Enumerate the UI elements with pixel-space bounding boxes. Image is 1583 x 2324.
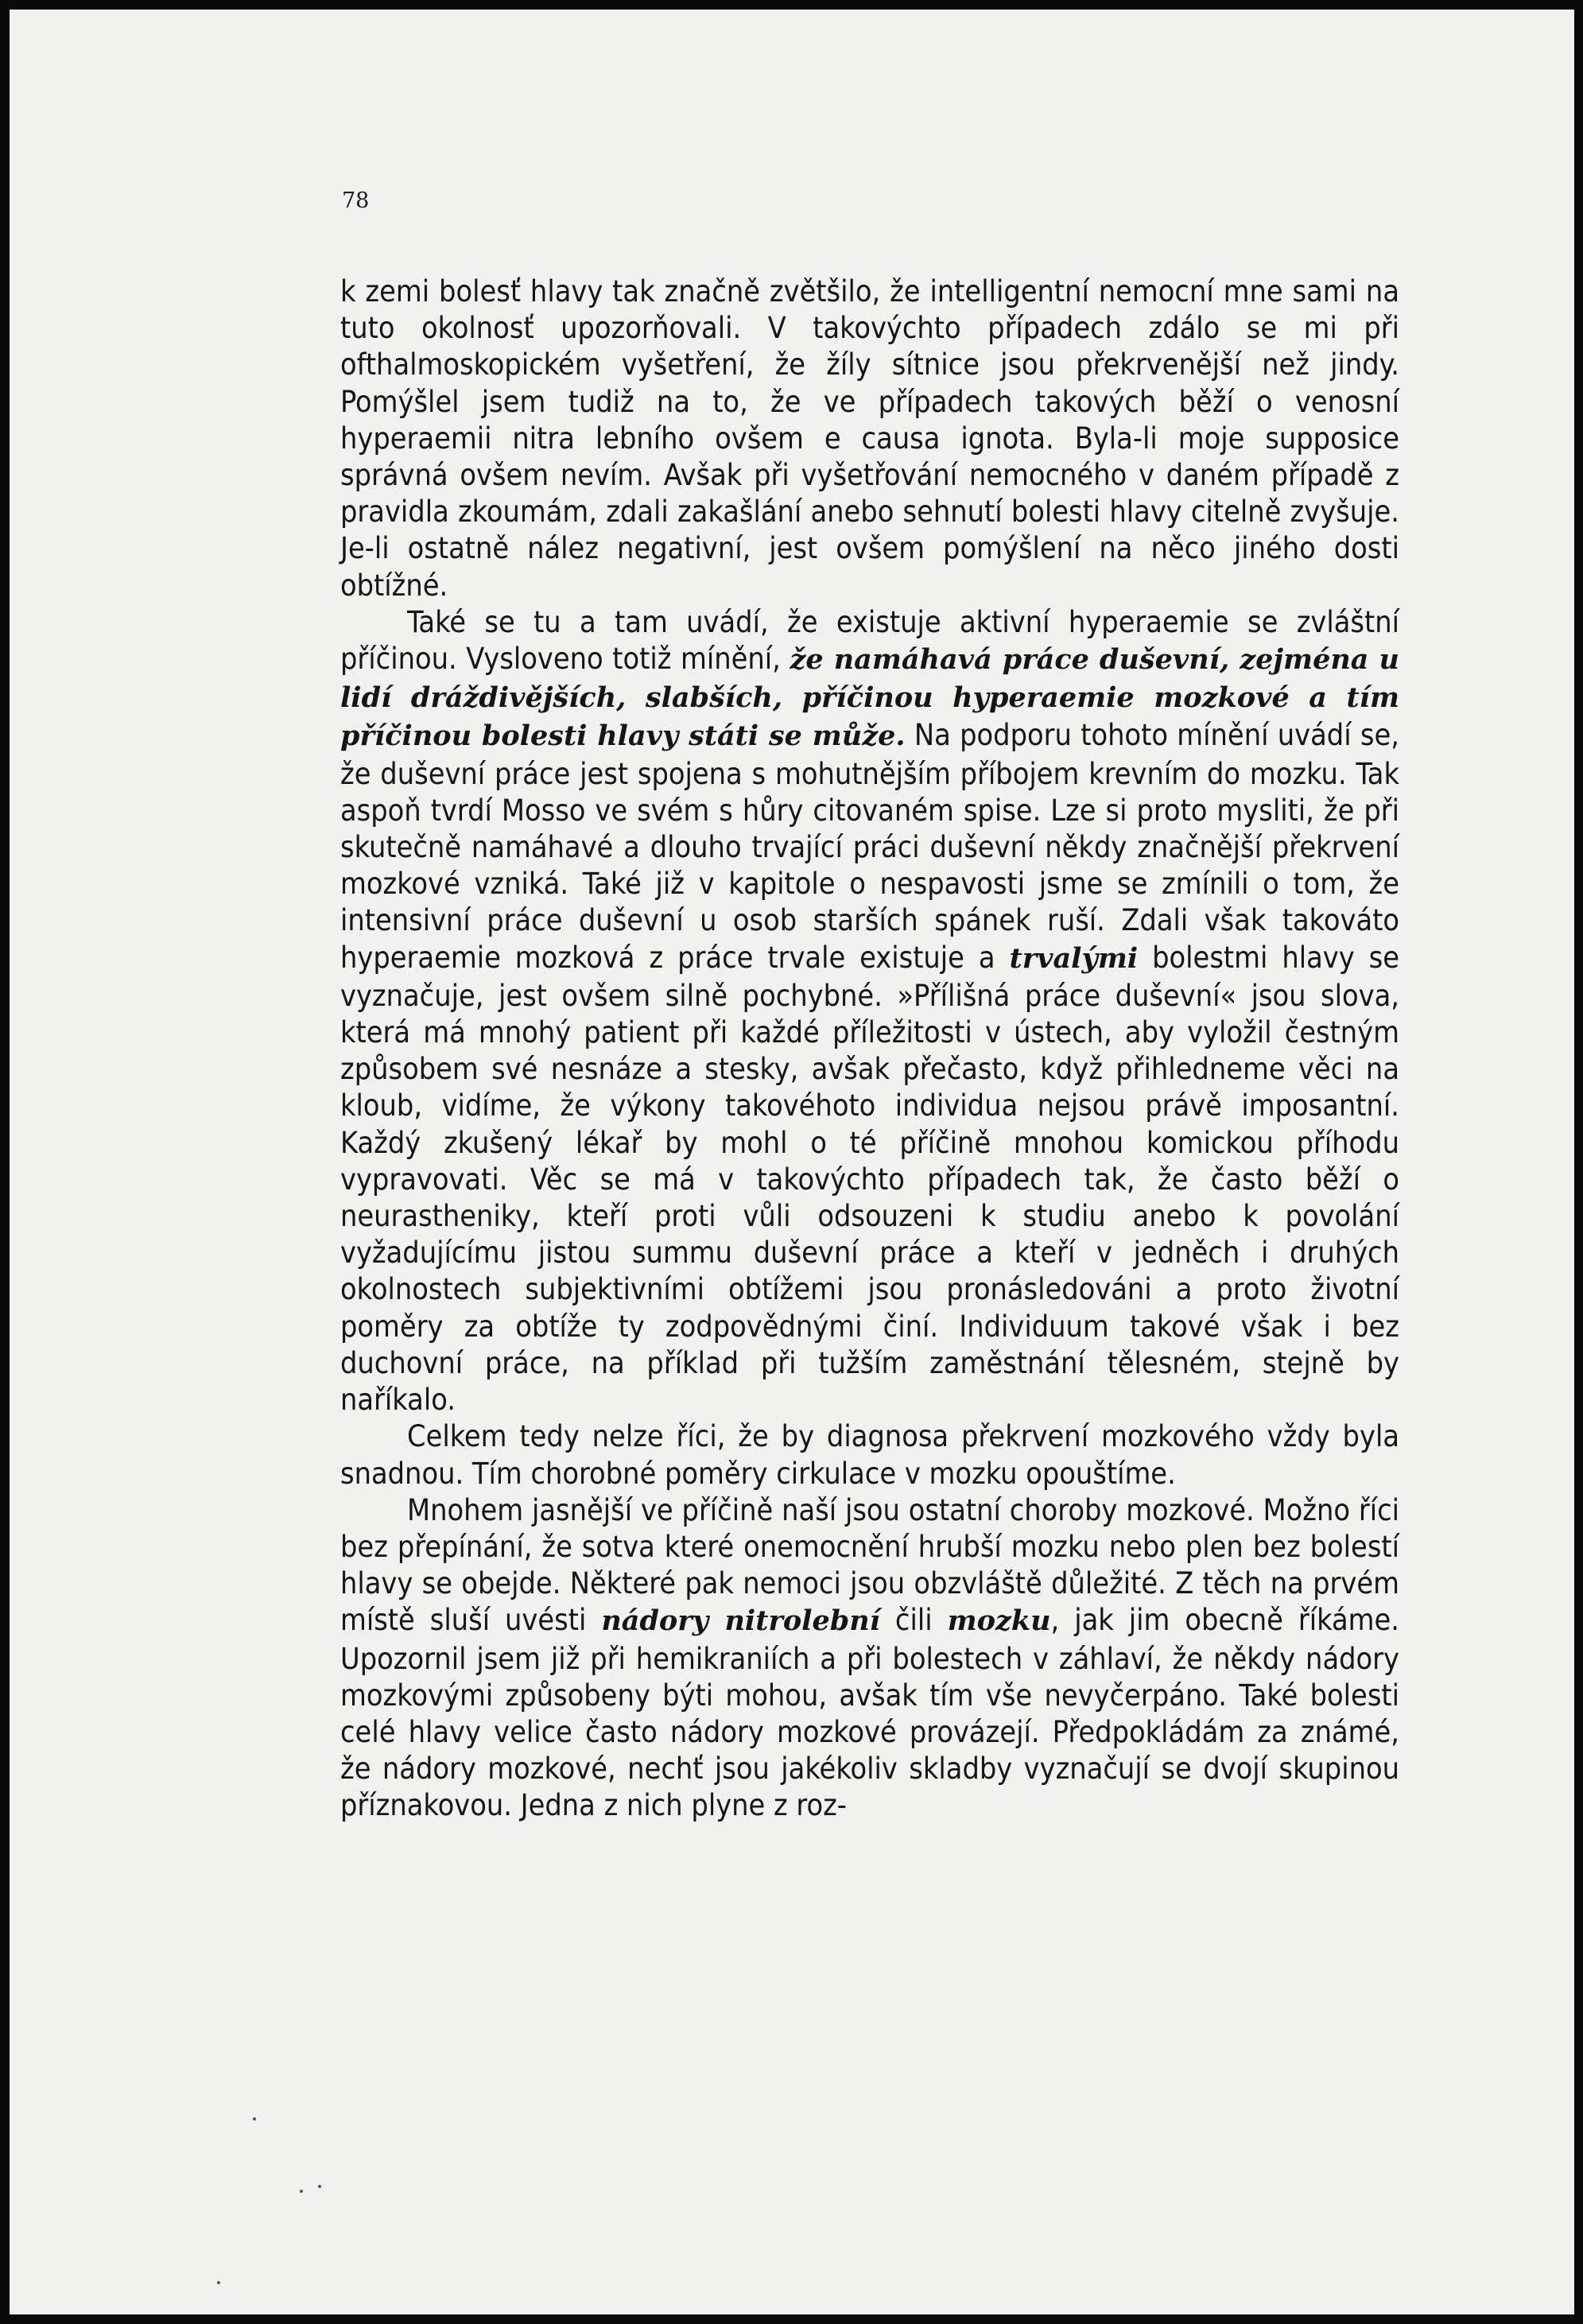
text-run: , jak jim obecně říkáme. Upozornil jsem již při hemikraniích a při bolestech v záhlaví, že někdy nádory mozkovými způsobeny býti mohou, avšak tím vše nevyčerpáno. Také bolesti celé hlavy velice často nádory mozkové provázejí. Předpokládám za známé, že nádory mozkové, nechť jsou jakékoliv skladby vyznačují se dvojí skupinou příznakovou. Jedna z nich plyne z roz- bbox=[340, 1602, 1399, 1823]
paragraph-3 bbox=[340, 1418, 1399, 1491]
paper-speck bbox=[300, 2190, 303, 2193]
paragraph-1 bbox=[340, 273, 1399, 603]
text-run: Mnohem jasnější ve příčině naší jsou ostatní choroby mozkové. Možno říci bez přepínání, že sotva které onemocnění hrubší mozku nebo plen bez bolestí hlavy se obejde. Některé pak nemoci jsou obzvláště důležité. Z těch na prvém místě sluší uvésti bbox=[340, 1492, 1399, 1638]
paper-speck bbox=[253, 2117, 256, 2120]
italic-emphasis: trvalými bbox=[1009, 941, 1139, 975]
paper-speck bbox=[217, 2281, 220, 2284]
text-run: čili bbox=[879, 1602, 948, 1638]
text-run: k zemi bolesť hlavy tak značně zvětšilo, že intelligentní nemocní mne sami na tuto okolnosť upozorňovali. V takovýchto případech zdálo se mi při ofthalmoskopickém vyšetření, že žíly sítnice jsou překrvenější než jindy. Pomýšlel jsem tudiž na to, že ve případech takových běží o venosní hyperaemii nitra lebního ovšem e causa ignota. Byla-li moje supposice správná ovšem nevím. Avšak při vyšetřování nemocného v daném případě z pravidla zkoumám, zdali zakašlání anebo sehnutí bolesti hlavy citelně zvyšuje. Je-li ostatně nález negativní, jest ovšem pomýšlení na něco jiného dosti obtížné. bbox=[340, 274, 1399, 603]
paragraph-2 bbox=[340, 603, 1399, 1418]
italic-emphasis: mozku bbox=[947, 1604, 1051, 1638]
text-run: Celkem tedy nelze říci, že by diagnosa překrvení mozkového vždy byla snadnou. Tím chorobné poměry cirkulace v mozku opouštíme. bbox=[340, 1418, 1399, 1491]
page-number: 78 bbox=[342, 188, 370, 213]
paragraph-4 bbox=[340, 1492, 1399, 1824]
body-text bbox=[340, 273, 1399, 1824]
paper-speck bbox=[318, 2185, 321, 2188]
book-page bbox=[10, 10, 1574, 2314]
italic-emphasis: nádory nitrolební bbox=[601, 1604, 880, 1638]
italic-emphasis: že namáhavá práce duševní, zejména u lidí dráždivějších, slabších, příčinou hyperaemie mozkové a tím příčinou bolesti hlavy státi se může. bbox=[340, 643, 1399, 753]
text-run: Také se tu a tam uvádí, že existuje aktivní hyperaemie se zvláštní příčinou. Vysloveno totiž mínění, bbox=[340, 603, 1399, 677]
text-run: bolestmi hlavy se vyznačuje, jest ovšem silně pochybné. »Přílišná práce duševní« jsou slova, která má mnohý patient při každé příležitosti v ústech, aby vyložil čestným způsobem své nesnáze a stesky, avšak přečasto, když přihledneme věci na kloub, vidíme, že výkony takovéhoto individua nejsou právě imposantní. Každý zkušený lékař by mohl o té příčině mnohou komickou příhodu vypravovati. Věc se má v takovýchto případech tak, že často běží o neurastheniky, kteří proti vůli odsouzeni k studiu anebo k povolání vyžadujícímu jistou summu duševní práce a kteří v jedněch i druhých okolnostech subjektivními obtížemi jsou pronásledováni a proto životní poměry za obtíže ty zodpovědnými činí. Individuum takové však i bez duchovní práce, na příklad při tužším zaměstnání tělesném, stejně by naříkalo. bbox=[340, 939, 1399, 1418]
text-run: Na podporu tohoto mínění uvádí se, že duševní práce jest spojena s mohutnějším příbojem krevním do mozku. Tak aspoň tvrdí Mosso ve svém s hůry citovaném spise. Lze si proto mysliti, že při skutečně namáhavé a dlouho trvající práci duševní někdy značnější překrvení mozkové vzniká. Také již v kapitole o nespavosti jsme se zmínili o tom, že intensivní práce duševní u osob starších spánek ruší. Zdali však takováto hyperaemie mozková z práce trvale existuje a bbox=[340, 717, 1399, 975]
